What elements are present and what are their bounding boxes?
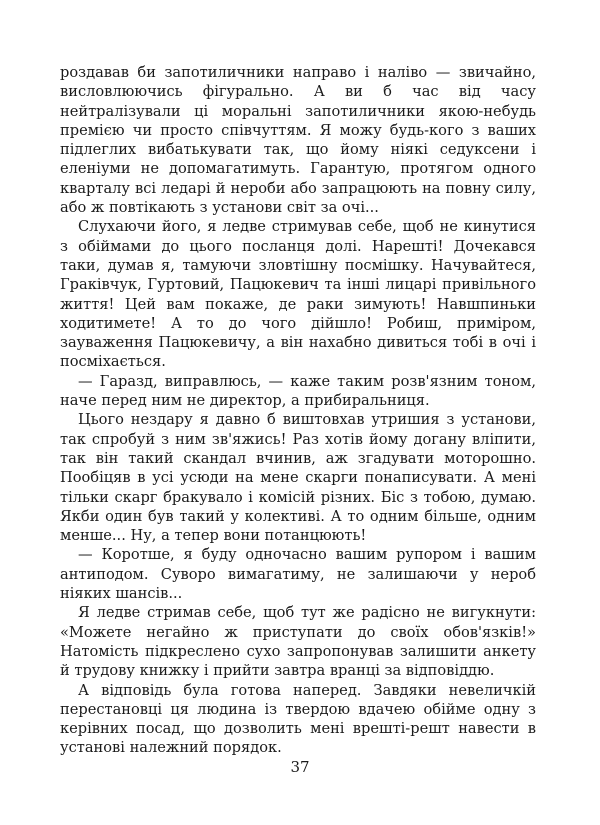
- body-text: [60, 63, 536, 758]
- paragraph-continued: роздавав би запотиличники направо і наліво — звичайно, висловлюючись фігурально. А ви б час від часу нейтралізували ці моральні запотиличники якою-небудь премією чи просто співчуттям. Я можу будь-кого з ваших підлеглих вибатькувати так, що йому ніякі седуксени і еленіуми не допомагатимуть. Гарантую, протягом одного кварталу всі ледарі й нероби або запрацюють на повну силу, або ж повтікають з установи світ за очі...: [60, 64, 536, 217]
- paragraph: Слухаючи його, я ледве стримував себе, щоб не кинутися з обіймами до цього посланця долі. Нарешті! Дочекався таки, думав я, тамуючи зловтішну посмішку. Начувайтеся, Граківчук, Гуртовий, Пацюкевич та інші лицарі привільного життя! Цей вам покаже, де раки зимують! Навшпиньки ходитимете! А то до чого дійшло! Робиш, приміром, зауваження Пацюкевичу, а він нахабно дивиться тобі в очі і посміхається.: [60, 218, 536, 371]
- paragraph-dialogue: — Гаразд, виправлюсь, — каже таким розв'язним тоном, наче перед ним не директор, а прибиральниця.: [60, 372, 536, 410]
- paragraph: Цього нездару я давно б виштовхав утришия з установи, так спробуй з ним зв'яжись! Раз хотів йому догану вліпити, так він такий скандал вчинив, аж згадувати моторошно. Пообіцяв в усі усюди на мене скарги понаписувати. А мені тільки скарг бракувало і комісій різних. Біс з тобою, думаю. Якби один був такий у колективі. А то одним більше, одним менше... Ну, а тепер вони потанцюють!: [60, 411, 536, 545]
- paragraph: А відповідь була готова наперед. Завдяки невеличкій перестановці ця людина із твердою вдачею обійме одну з керівних посад, що дозволить мені врешті-решт навести в установі належний порядок.: [60, 681, 536, 757]
- paragraph-dialogue: — Коротше, я буду одночасно вашим рупором і вашим антиподом. Суворо вимагатиму, не залишаючи у нероб ніяких шансів...: [60, 546, 536, 603]
- page-number: 37: [290, 758, 310, 776]
- paragraph: Я ледве стримав себе, щоб тут же радісно не вигукнути: «Можете негайно ж приступати до своїх обов'язків!» Натомість підкреслено сухо запропонував залишити анкету й трудову книжку і прийти завтра вранці за відповіддю.: [60, 604, 536, 680]
